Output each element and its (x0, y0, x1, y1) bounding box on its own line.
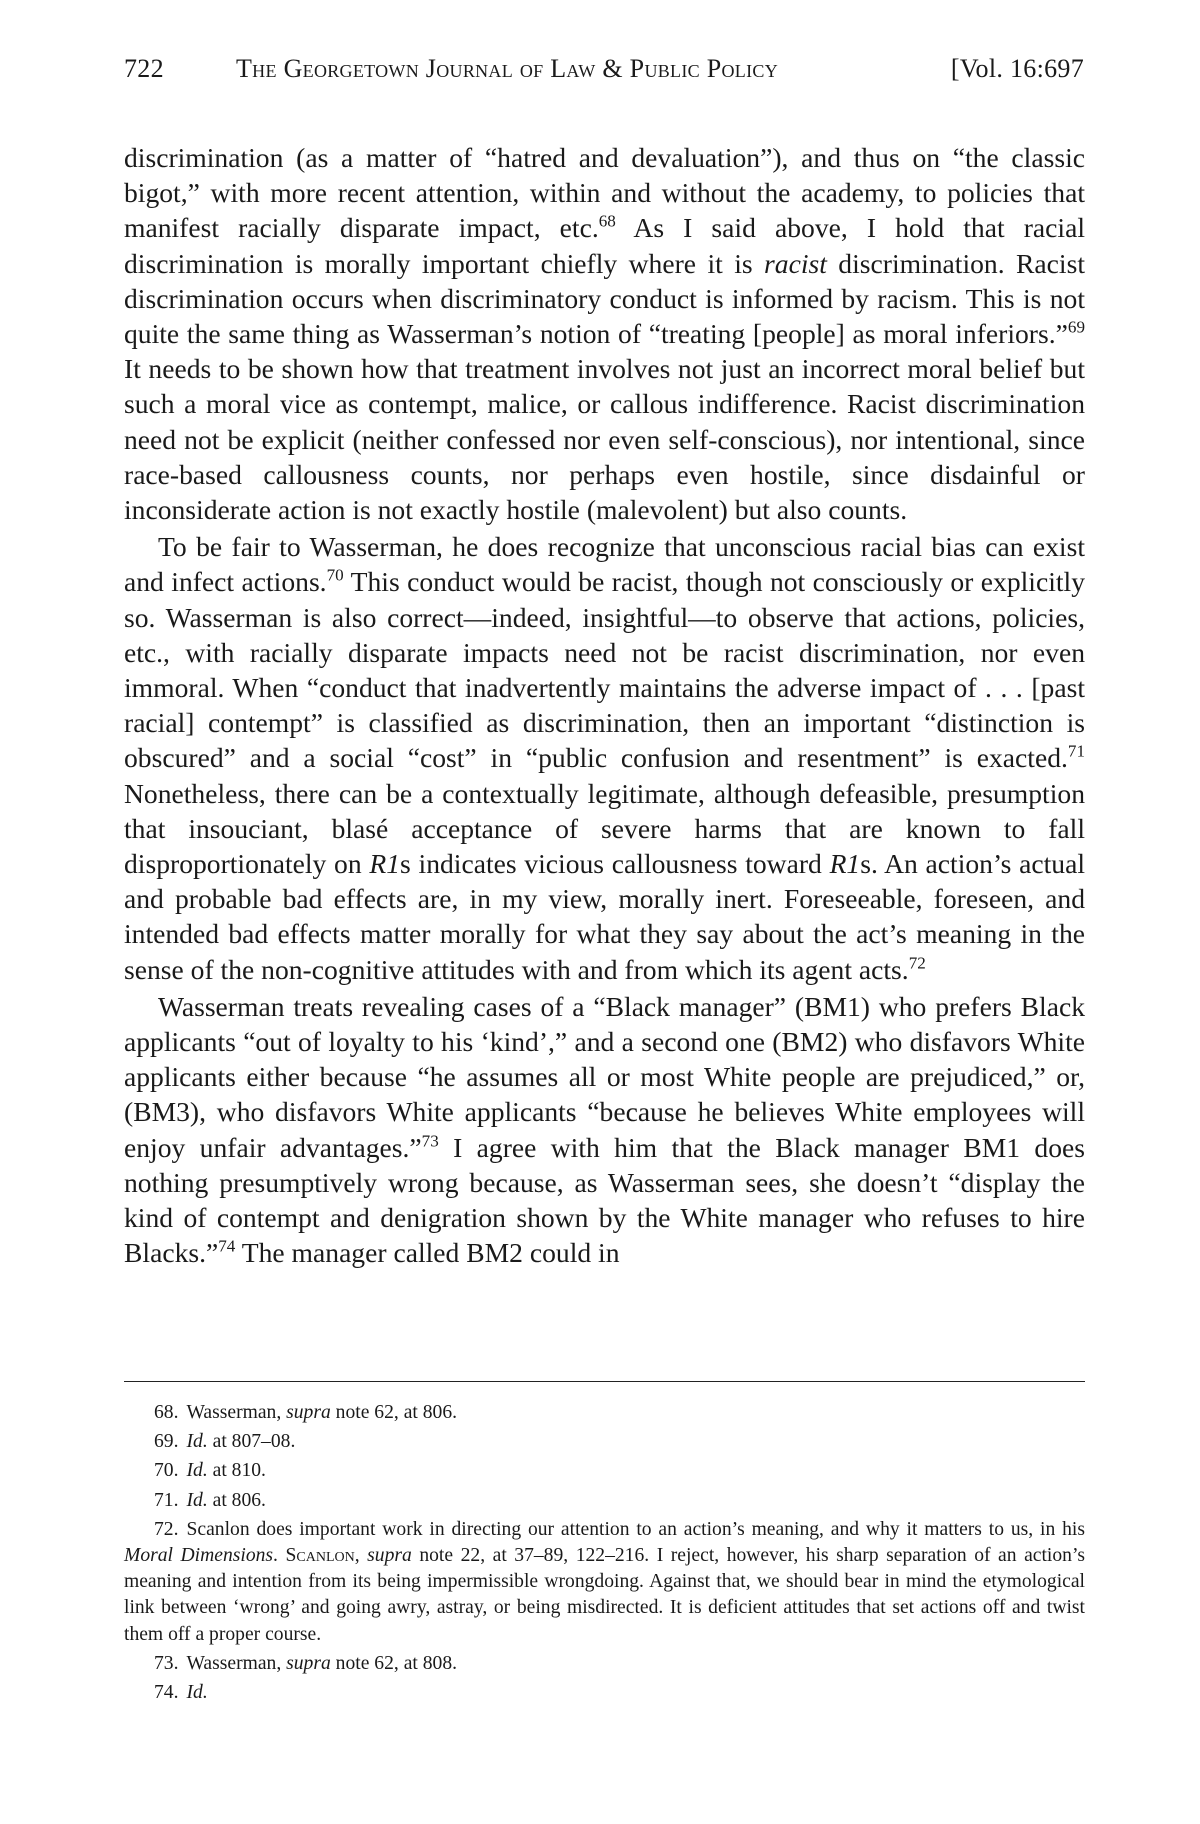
text-run: To be fair to Wasserman, he does recognize that unconscious racial bias can exist and infect actions. (124, 531, 1085, 598)
text-run: Nonetheless, there can be a contextually legitimate, although defeasible, presumption that insouciant, blasé acceptance of severe harms that are known to fall disproportionately on (124, 777, 1085, 880)
paragraph (124, 529, 1085, 987)
text-run: discrimination. Racist discrimination occurs when discriminatory conduct is informed by racism. This is not quite the same thing as Wasserman’s notion of “treating [people] as moral inferiors.” (124, 247, 1085, 350)
footnote (124, 1458, 1085, 1484)
footnote-reference: 72 (908, 953, 926, 973)
text-run: This conduct would be racist, though not consciously or explicitly so. Wasserman is also correct—indeed, insightful—to observe that actions, policies, etc., with racially disparate impacts need not be racist discrimination, nor even immoral. When “conduct that inadvertently maintains the adverse impact of . . . [past racial] contempt” is classified as discrimination, then an important “distinction is obscured” and a social “cost” in “public confusion and resentment” is exacted. (124, 566, 1085, 774)
italic-text: Id. (186, 1431, 208, 1453)
volume-citation: [Vol. 16:697 (950, 54, 1084, 83)
footnote-number: 73. (154, 1652, 179, 1674)
italic-text: supra (286, 1402, 331, 1423)
footnote-reference: 69 (1067, 317, 1085, 337)
text-run: note 22, at 37–89, 122–216. I reject, however, his sharp separation of an action’s meaning and intention from its being impermissible wrongdoing. Against that, we should bear in mind the etymological link between ‘wrong’ and going awry, astray, or being misdirected. It is deficient attitudes that set actions off and twist them off a proper course. (124, 1545, 1086, 1645)
footnote-number: 71. (154, 1489, 179, 1511)
text-run: s. An action’s actual and probable bad effects are, in my view, morally inert. Foreseeable, foreseen, and intended bad effects matter morally for what they say about the act’s meaning in the sense of the non-cognitive attitudes with and from which its agent acts. (124, 848, 1085, 985)
italic-text: supra (286, 1652, 331, 1674)
main-text (124, 140, 1085, 1271)
paragraph (124, 140, 1085, 527)
italic-text: supra (367, 1545, 412, 1567)
footnote-number: 72. (154, 1518, 179, 1540)
footnote-number: 68. (154, 1402, 179, 1423)
text-run: I agree with him that the Black manager BM1 does nothing presumptively wrong because, as Wasserman sees, she doesn’t “display the kind of contempt and denigration shown by the White manager who refuses to hire Blacks.” (124, 1131, 1085, 1269)
text-run: discrimination (as a matter of “hatred and devaluation”), and thus on “the classic bigot,” with more recent attention, within and without the academy, to policies that manifest racially disparate impact, etc. (124, 142, 1085, 244)
footnote (124, 1429, 1085, 1455)
footnote-reference: 68 (598, 211, 616, 231)
footnotes (124, 1400, 1085, 1709)
footnote (124, 1651, 1085, 1677)
text-run: Wasserman, (186, 1402, 287, 1423)
text-run: at 806. (207, 1489, 266, 1511)
text-run: s indicates vicious callousness toward (400, 848, 830, 880)
text-run: at 807–08. (207, 1431, 296, 1453)
italic-text: Id. (186, 1460, 208, 1482)
text-run: at 810. (207, 1460, 266, 1482)
running-header (124, 54, 1084, 94)
text-run: As I said above, I hold that racial discrimination is morally important chiefly where it is (124, 212, 1085, 279)
journal-title: The Georgetown Journal of Law & Public Policy (236, 54, 778, 83)
italic-text: R1 (369, 848, 401, 880)
footnote (124, 1488, 1085, 1514)
text-run: , (354, 1545, 368, 1567)
footnote-reference: 74 (218, 1236, 236, 1256)
text-run: Wasserman treats revealing cases of a “Black manager” (BM1) who prefers Black applicants “out of loyalty to his ‘kind’,” and a second one (BM2) who disfavors White applicants either because “he assumes all or most White people are prejudiced,” or, (BM3), who disfavors White applicants “because he believes White employees will enjoy unfair advantages.” (124, 990, 1085, 1163)
page-number: 722 (124, 54, 164, 83)
footnote-number: 70. (154, 1460, 179, 1482)
text-run: It needs to be shown how that treatment involves not just an incorrect moral belief but such a moral vice as contempt, malice, or callous indifference. Racist discrimination need not be explicit (neither confessed nor even self-conscious), nor intentional, since race-based callousness counts, nor perhaps even hostile, since disdainful or inconsiderate action is not exactly hostile (malevolent) but also counts. (124, 353, 1085, 526)
footnote (124, 1517, 1085, 1648)
footnote-number: 69. (154, 1431, 179, 1453)
italic-text: Id. (186, 1682, 208, 1704)
footnote (124, 1400, 1085, 1426)
footnote-reference: 70 (326, 565, 344, 585)
text-run: The manager called BM2 could in (235, 1237, 620, 1269)
italic-text: Id. (186, 1489, 208, 1511)
footnote-divider (124, 1381, 1085, 1382)
italic-text: R1 (829, 848, 861, 880)
text-run: note 62, at 806. (330, 1402, 458, 1423)
italic-text: racist (764, 247, 827, 279)
text-run: . (273, 1545, 286, 1567)
footnote-reference: 73 (421, 1131, 439, 1151)
italic-text: Moral Dimensions (124, 1545, 274, 1567)
footnote-reference: 71 (1067, 741, 1085, 761)
text-run: note 62, at 808. (330, 1652, 458, 1674)
text-run: Scanlon does important work in directing our attention to an action’s meaning, and why it matters to us, in his (186, 1518, 1085, 1540)
footnote (124, 1680, 1085, 1706)
paragraph (124, 989, 1085, 1271)
small-caps-text: Scanlon (285, 1545, 355, 1567)
text-run: Wasserman, (186, 1652, 287, 1674)
footnote-number: 74. (154, 1682, 179, 1704)
